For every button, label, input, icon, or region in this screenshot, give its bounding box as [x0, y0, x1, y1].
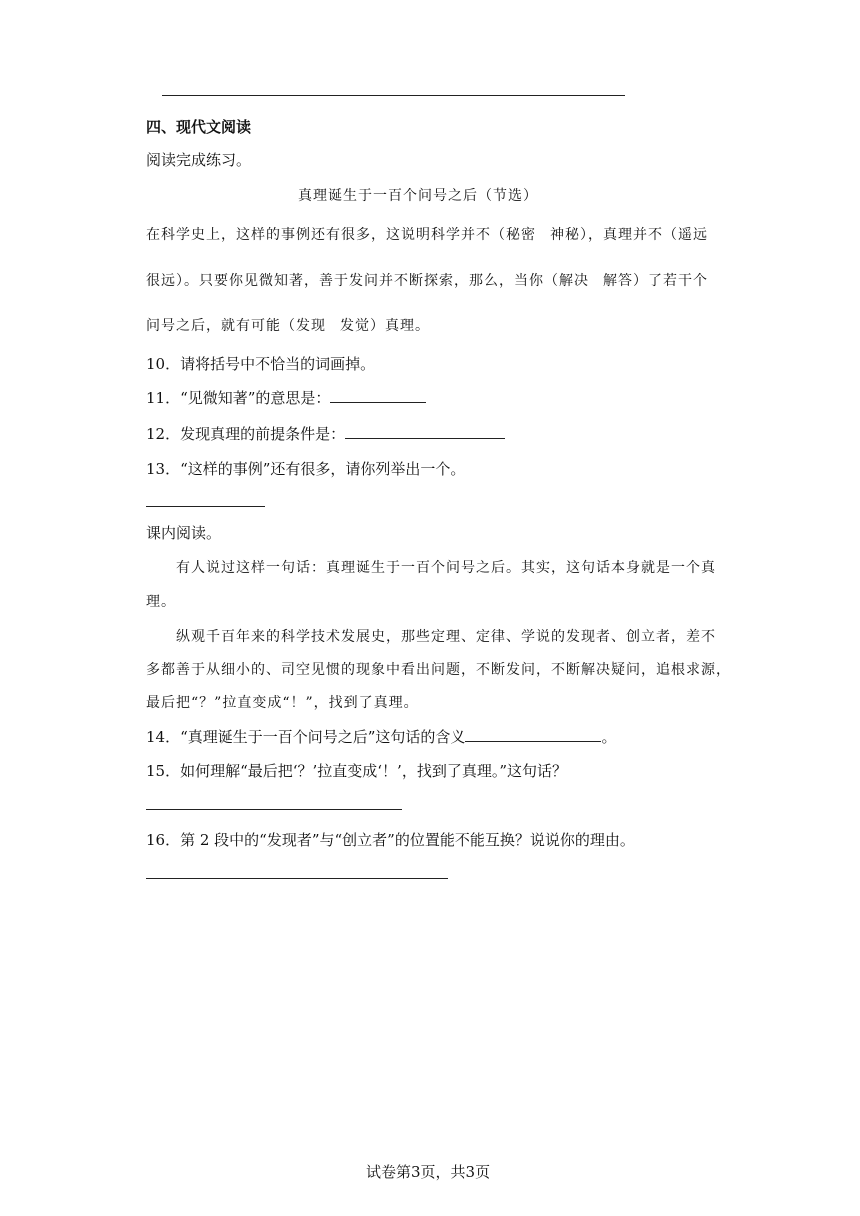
passage-line-2: [146, 271, 708, 291]
reading-p1-line1: 有人说过这样一句话：真理诞生于一百个问号之后。其实，这句话本身就是一个真: [176, 560, 716, 576]
reading-p2-line2: 多都善于从细小的、司空见惯的现象中看出问题，不断发问，不断解决疑问，追根求源，: [146, 662, 731, 678]
passage-line-1-a: 在科学史上，这样的事例还有很多，这说明科学并不（秘密: [146, 227, 536, 243]
answer-line-15[interactable]: [146, 809, 402, 810]
passage-line-3: [146, 316, 430, 336]
passage-line-3-b: 发觉）真理。: [340, 318, 430, 334]
question-10: 10．请将括号中不恰当的词画掉。: [146, 355, 376, 373]
section-heading: 四、现代文阅读: [146, 118, 252, 136]
question-16: 16．第 2 段中的“发现者”与“创立者”的位置能不能互换？说说你的理由。: [146, 831, 635, 849]
reading-p2-line3: 最后把“？”拉直变成“！”，找到了真理。: [146, 695, 419, 711]
passage-line-1-b: 神秘），真理并不（遥远: [550, 227, 708, 243]
question-13: 13．“这样的事例”还有很多，请你列举出一个。: [146, 460, 466, 478]
reading-p1-line2: 理。: [146, 594, 176, 610]
answer-line-16[interactable]: [146, 878, 448, 879]
answer-blank-12[interactable]: [345, 424, 505, 439]
question-12: [146, 424, 505, 444]
passage-line-3-a: 问号之后，就有可能（发现: [146, 318, 326, 334]
answer-line-13[interactable]: [146, 506, 265, 507]
passage-line-1: [146, 225, 708, 245]
passage-line-2-b: 解答）了若干个: [603, 273, 708, 289]
passage-title: 真理诞生于一百个问号之后（节选）: [298, 188, 538, 204]
question-11: [146, 388, 426, 408]
part1-intro: 阅读完成练习。: [146, 151, 252, 169]
question-14-text: 14．“真理诞生于一百个问号之后”这句话的含义: [146, 728, 466, 746]
question-12-text: 12．发现真理的前提条件是：: [146, 425, 346, 443]
answer-blank-14[interactable]: [465, 727, 601, 742]
question-15: 15．如何理解“最后把‘？’拉直变成‘！’，找到了真理。”这句话？: [146, 762, 567, 780]
part2-intro: 课内阅读。: [146, 524, 222, 542]
page-footer: 试卷第3页，共3页: [366, 1163, 491, 1181]
reading-p2-line1: 纵观千百年来的科学技术发展史，那些定理、定律、学说的发现者、创立者，差不: [176, 629, 716, 645]
question-11-text: 11．“见微知著”的意思是：: [146, 389, 331, 407]
question-14: [146, 727, 616, 747]
question-14-end: 。: [601, 728, 617, 746]
answer-blank-11[interactable]: [330, 388, 426, 403]
passage-line-2-a: 很远）。只要你见微知著，善于发问并不断探索，那么，当你（解决: [146, 273, 589, 289]
answer-line-top: [162, 95, 625, 96]
